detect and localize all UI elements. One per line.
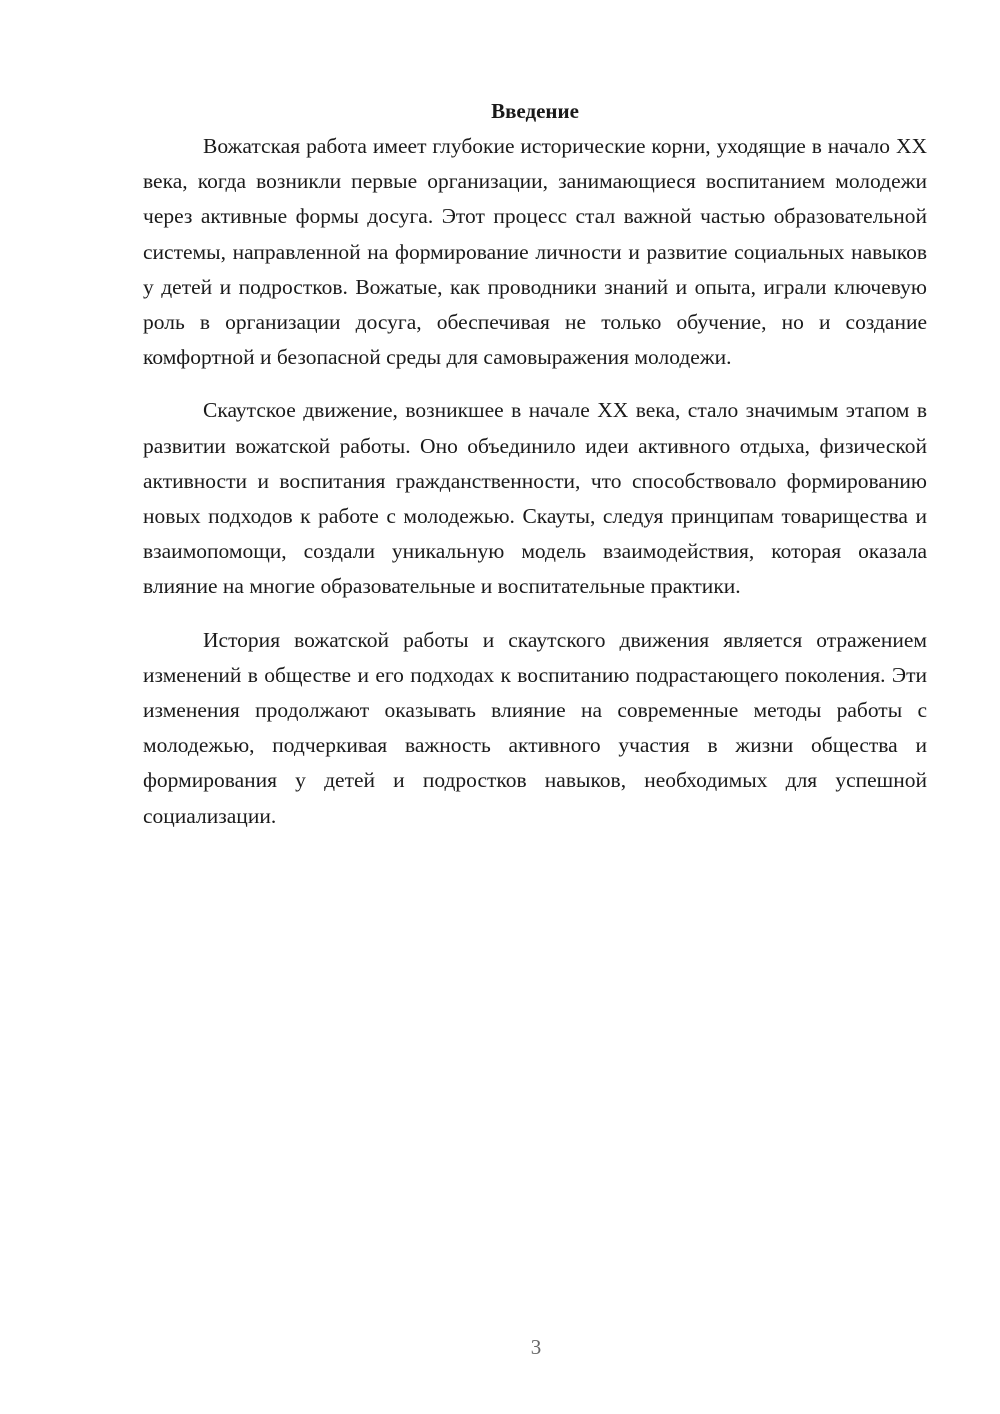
page-body (143, 93, 927, 834)
paragraph-2: Скаутское движение, возникшее в начале XX века, стало значимым этапом в развитии вожатской работы. Оно объединило идеи активного отдыха, физической активности и воспитания гражданственности, что способствовало формированию новых подходов к работе с молодежью. Скауты, следуя принципам товарищества и взаимопомощи, создали уникальную модель взаимодействия, которая оказала влияние на многие образовательные и воспитательные практики. (143, 398, 927, 599)
paragraph-1: Вожатская работа имеет глубокие исторические корни, уходящие в начало XX века, когда возникли первые организации, занимающиеся воспитанием молодежи через активные формы досуга. Этот процесс стал важной частью образовательной системы, направленной на формирование личности и развитие социальных навыков у детей и подростков. Вожатые, как проводники знаний и опыта, играли ключевую роль в организации досуга, обеспечивая не только обучение, но и создание комфортной и безопасной среды для самовыражения молодежи. (143, 134, 927, 370)
section-title: Введение (491, 99, 579, 123)
page-number: 3 (530, 1335, 542, 1359)
paragraph-3: История вожатской работы и скаутского движения является отражением изменений в обществе и его подходах к воспитанию подрастающего поколения. Эти изменения продолжают оказывать влияние на современные методы работы с молодежью, подчеркивая важность активного участия в жизни общества и формирования у детей и подростков навыков, необходимых для успешной социализации. (143, 627, 927, 828)
